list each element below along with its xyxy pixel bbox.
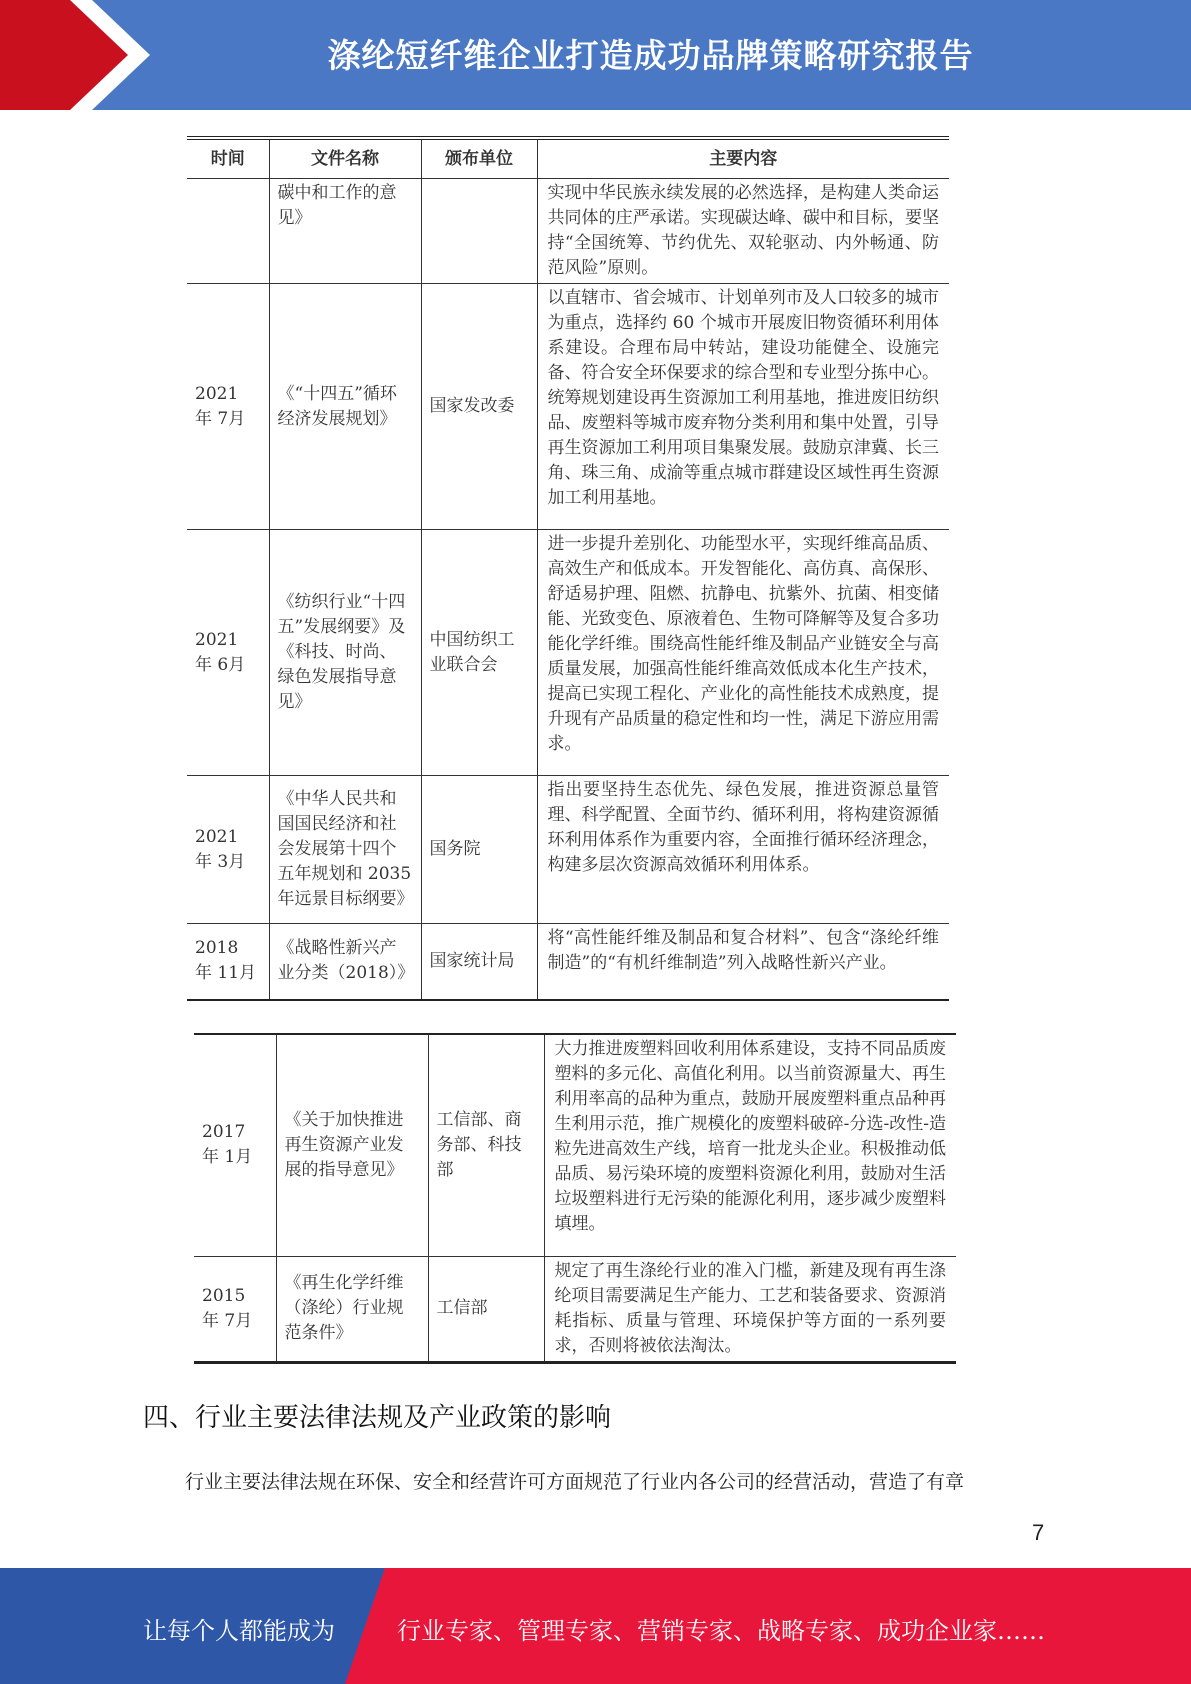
table-row — [187, 776, 949, 924]
row-time: 2021 年 7月 — [187, 284, 269, 530]
row-document-name: 《再生化学纤维（涤纶）行业规范条件》 — [276, 1256, 428, 1362]
row-issuer: 工信部 — [428, 1256, 544, 1362]
row-content: 大力推进废塑料回收利用体系建设，支持不同品质废塑料的多元化、高值化利用。以当前资源量大、再生利用率高的品种为重点，鼓励开展废塑料重点品种再生利用示范，推广规模化的废塑料破碎-分选-改性-造粒先进高效生产线，培育一批龙头企业。积极推动低品质、易污染环境的废塑料资源化利用，鼓励对生活垃圾塑料进行无污染的能源化利用，逐步减少废塑料填埋。 — [544, 1034, 956, 1256]
row-document-name: 《“十四五”循环经济发展规划》 — [269, 284, 421, 530]
row-document-name: 《纺织行业“十四五”发展纲要》及《科技、时尚、绿色发展指导意见》 — [269, 530, 421, 776]
row-time: 2018 年 11月 — [187, 924, 269, 1000]
policy-table-1 — [187, 136, 949, 1001]
row-issuer: 国家发改委 — [421, 284, 537, 530]
row-time: 2021 年 6月 — [187, 530, 269, 776]
table-row — [194, 1034, 956, 1256]
header-document-name: 文件名称 — [269, 138, 421, 179]
footer-slogan-left: 让每个人都能成为 — [143, 1617, 335, 1645]
row-document-name: 碳中和工作的意见》 — [269, 179, 421, 284]
table-row — [187, 284, 949, 530]
row-document-name: 《战略性新兴产业分类（2018）》 — [269, 924, 421, 1000]
footer-slogan-right: 行业专家、管理专家、营销专家、战略专家、成功企业家…… — [397, 1617, 1045, 1645]
table-row — [187, 179, 949, 284]
row-document-name: 《关于加快推进再生资源产业发展的指导意见》 — [276, 1034, 428, 1256]
body-paragraph: 行业主要法律法规在环保、安全和经营许可方面规范了行业内各公司的经营活动，营造了有章 — [185, 1471, 965, 1493]
policy-table-2 — [194, 1033, 956, 1364]
row-time: 2015 年 7月 — [194, 1256, 276, 1362]
header-main-content: 主要内容 — [537, 138, 949, 179]
row-issuer: 国务院 — [421, 776, 537, 924]
report-header — [0, 0, 1191, 110]
section-heading: 四、行业主要法律法规及产业政策的影响 — [143, 1403, 612, 1433]
row-content: 进一步提升差别化、功能型水平，实现纤维高品质、高效生产和低成本。开发智能化、高仿真、高保形、舒适易护理、阻燃、抗静电、抗紫外、抗菌、相变储能、光致变色、原液着色、生物可降解等及复合多功能化学纤维。围绕高性能纤维及制品产业链安全与高质量发展，加强高性能纤维高效低成本化生产技术，提高已实现工程化、产业化的高性能技术成熟度，提升现有产品质量的稳定性和均一性，满足下游应用需求。 — [537, 530, 949, 776]
header-time: 时间 — [187, 138, 269, 179]
row-content: 将“高性能纤维及制品和复合材料”、包含“涤纶纤维制造”的“有机纤维制造”列入战略性新兴产业。 — [537, 924, 949, 1000]
report-footer — [0, 1568, 1191, 1684]
table-header-row — [187, 138, 949, 179]
row-content: 规定了再生涤纶行业的准入门槛，新建及现有再生涤纶项目需要满足生产能力、工艺和装备要求、资源消耗指标、质量与管理、环境保护等方面的一系列要求，否则将被依法淘汰。 — [544, 1256, 956, 1362]
header-issuer: 颁布单位 — [421, 138, 537, 179]
row-issuer: 中国纺织工业联合会 — [421, 530, 537, 776]
row-time: 2021 年 3月 — [187, 776, 269, 924]
page-number: 7 — [1032, 1520, 1045, 1545]
table-row — [187, 530, 949, 776]
row-content: 实现中华民族永续发展的必然选择，是构建人类命运共同体的庄严承诺。实现碳达峰、碳中和目标，要坚持“全国统筹、节约优先、双轮驱动、内外畅通、防范风险”原则。 — [537, 179, 949, 284]
row-time — [187, 179, 269, 284]
row-issuer: 国家统计局 — [421, 924, 537, 1000]
row-issuer — [421, 179, 537, 284]
table-row — [194, 1256, 956, 1362]
row-document-name: 《中华人民共和国国民经济和社会发展第十四个五年规划和 2035 年远景目标纲要》 — [269, 776, 421, 924]
row-content: 指出要坚持生态优先、绿色发展，推进资源总量管理、科学配置、全面节约、循环利用，将构建资源循环利用体系作为重要内容，全面推行循环经济理念，构建多层次资源高效循环利用体系。 — [537, 776, 949, 924]
table-row — [187, 924, 949, 1000]
report-title: 涤纶短纤维企业打造成功品牌策略研究报告 — [327, 36, 974, 75]
row-issuer: 工信部、商务部、科技部 — [428, 1034, 544, 1256]
row-content: 以直辖市、省会城市、计划单列市及人口较多的城市为重点，选择约 60 个城市开展废旧物资循环利用体系建设。合理布局中转站，建设功能健全、设施完备、符合安全环保要求的综合型和专业型分拣中心。统筹规划建设再生资源加工利用基地，推进废旧纺织品、废塑料等城市废弃物分类利用和集中处置，引导再生资源加工利用项目集聚发展。鼓励京津冀、长三角、珠三角、成渝等重点城市群建设区域性再生资源加工利用基地。 — [537, 284, 949, 530]
row-time: 2017 年 1月 — [194, 1034, 276, 1256]
